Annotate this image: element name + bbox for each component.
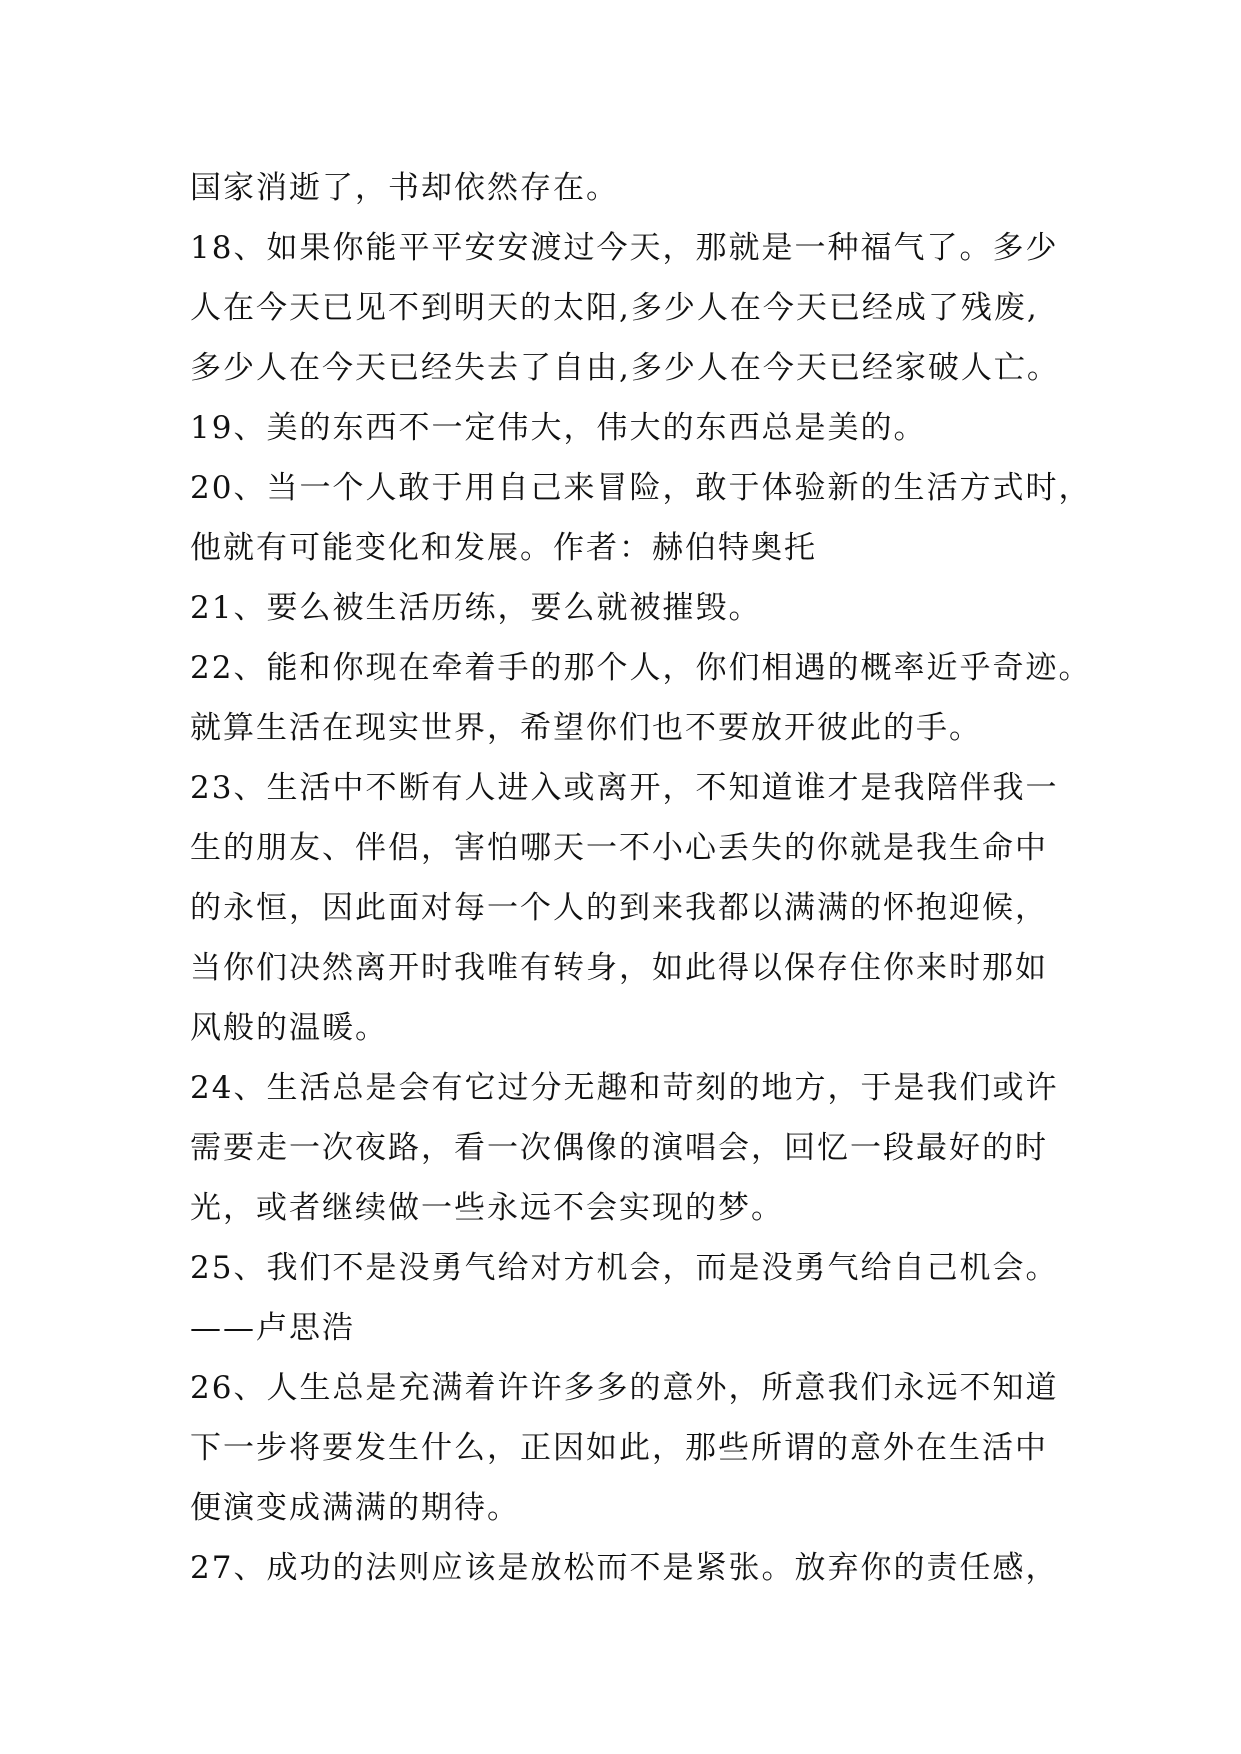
text-line: 风般的温暖。 [190,1010,388,1046]
text-line: 22、能和你现在牵着手的那个人，你们相遇的概率近乎奇迹。 [190,650,1092,686]
text-line: 人在今天已见不到明天的太阳,多少人在今天已经成了残废, [190,290,1039,326]
text-line: 的永恒，因此面对每一个人的到来我都以满满的怀抱迎候， [190,890,1048,926]
text-line: 23、生活中不断有人进入或离开，不知道谁才是我陪伴我一 [190,770,1059,806]
text-line: 多少人在今天已经失去了自由,多少人在今天已经家破人亡。 [190,350,1060,386]
text-line: 便演变成满满的期待。 [190,1490,520,1526]
text-line: 光，或者继续做一些永远不会实现的梦。 [190,1190,784,1226]
text-line: 18、如果你能平平安安渡过今天，那就是一种福气了。多少 [190,230,1059,266]
text-line: 27、成功的法则应该是放松而不是紧张。放弃你的责任感， [190,1550,1059,1586]
text-line: 当你们决然离开时我唯有转身，如此得以保存住你来时那如 [190,950,1048,986]
body-text [190,158,1090,1598]
text-line: ——卢思浩 [190,1310,355,1346]
text-line: 国家消逝了，书却依然存在。 [190,170,619,206]
text-line: 就算生活在现实世界，希望你们也不要放开彼此的手。 [190,710,982,746]
text-line: 25、我们不是没勇气给对方机会，而是没勇气给自己机会。 [190,1250,1059,1286]
text-line: 需要走一次夜路，看一次偶像的演唱会，回忆一段最好的时 [190,1130,1048,1166]
text-line: 生的朋友、伴侣，害怕哪天一不小心丢失的你就是我生命中 [190,830,1048,866]
text-line: 24、生活总是会有它过分无趣和苛刻的地方，于是我们或许 [190,1070,1059,1106]
text-line: 19、美的东西不一定伟大，伟大的东西总是美的。 [190,410,927,446]
text-line: 21、要么被生活历练，要么就被摧毁。 [190,590,762,626]
text-line: 下一步将要发生什么，正因如此，那些所谓的意外在生活中 [190,1430,1048,1466]
text-line: 他就有可能变化和发展。作者：赫伯特奥托 [190,530,817,566]
text-line: 26、人生总是充满着许许多多的意外，所意我们永远不知道 [190,1370,1059,1406]
text-line: 20、当一个人敢于用自己来冒险，敢于体验新的生活方式时， [190,470,1092,506]
